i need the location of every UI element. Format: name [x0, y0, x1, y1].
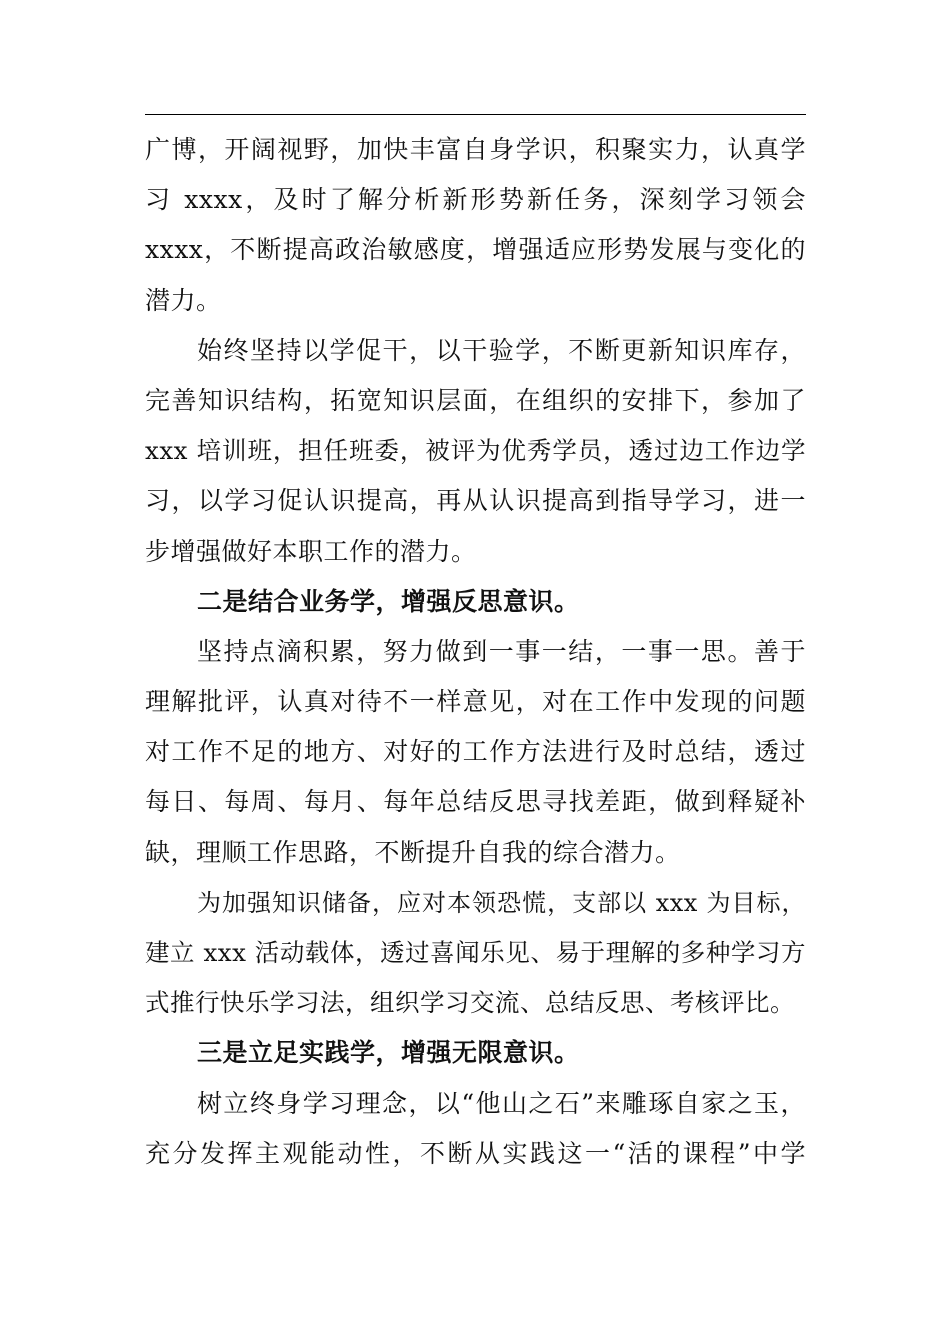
paragraph-line: 充分发挥主观能动性，不断从实践这一“活的课程”中学	[145, 1138, 806, 1168]
paragraph-line: 步增强做好本职工作的潜力。	[145, 536, 477, 566]
paragraph-line: 习 xxxx，及时了解分析新形势新任务，深刻学习领会	[145, 185, 806, 215]
paragraph-line: 始终坚持以学促干，以干验学，不断更新知识库存，	[197, 335, 806, 365]
section-heading-line: 二是结合业务学，增强反思意识。	[197, 586, 580, 616]
paragraph-line: 潜力。	[145, 285, 222, 315]
paragraph-line: 广博，开阔视野，加快丰富自身学识，积聚实力，认真学	[145, 135, 806, 164]
header-rule	[145, 114, 806, 115]
paragraph-line: 为加强知识储备，应对本领恐慌，支部以 xxx 为目标，	[197, 888, 806, 917]
paragraph-line: 对工作不足的地方、对好的工作方法进行及时总结，透过	[145, 737, 806, 767]
paragraph-line: 理解批评，认真对待不一样意见，对在工作中发现的问题	[145, 687, 806, 717]
paragraph-line: 习，以学习促认识提高，再从认识提高到指导学习，进一	[145, 486, 806, 516]
document-body	[145, 125, 806, 1179]
paragraph-line: xxx 培训班，担任班委，被评为优秀学员，透过边工作边学	[145, 436, 806, 466]
paragraph-line: 坚持点滴积累，努力做到一事一结，一事一思。善于	[197, 636, 806, 666]
paragraph-line: xxxx，不断提高政治敏感度，增强适应形势发展与变化的	[145, 235, 806, 265]
paragraph-line: 缺，理顺工作思路，不断提升自我的综合潜力。	[145, 837, 681, 867]
paragraph-line: 完善知识结构，拓宽知识层面，在组织的安排下，参加了	[145, 385, 806, 415]
paragraph-line: 式推行快乐学习法，组织学习交流、总结反思、考核评比。	[145, 988, 795, 1018]
paragraph-line: 建立 xxx 活动载体，透过喜闻乐见、易于理解的多种学习方	[145, 938, 806, 967]
paragraph-line: 每日、每周、每月、每年总结反思寻找差距，做到释疑补	[145, 787, 806, 817]
paragraph-line: 树立终身学习理念，以“他山之石”来雕琢自家之玉，	[197, 1088, 806, 1118]
section-heading-line: 三是立足实践学，增强无限意识。	[197, 1038, 580, 1068]
